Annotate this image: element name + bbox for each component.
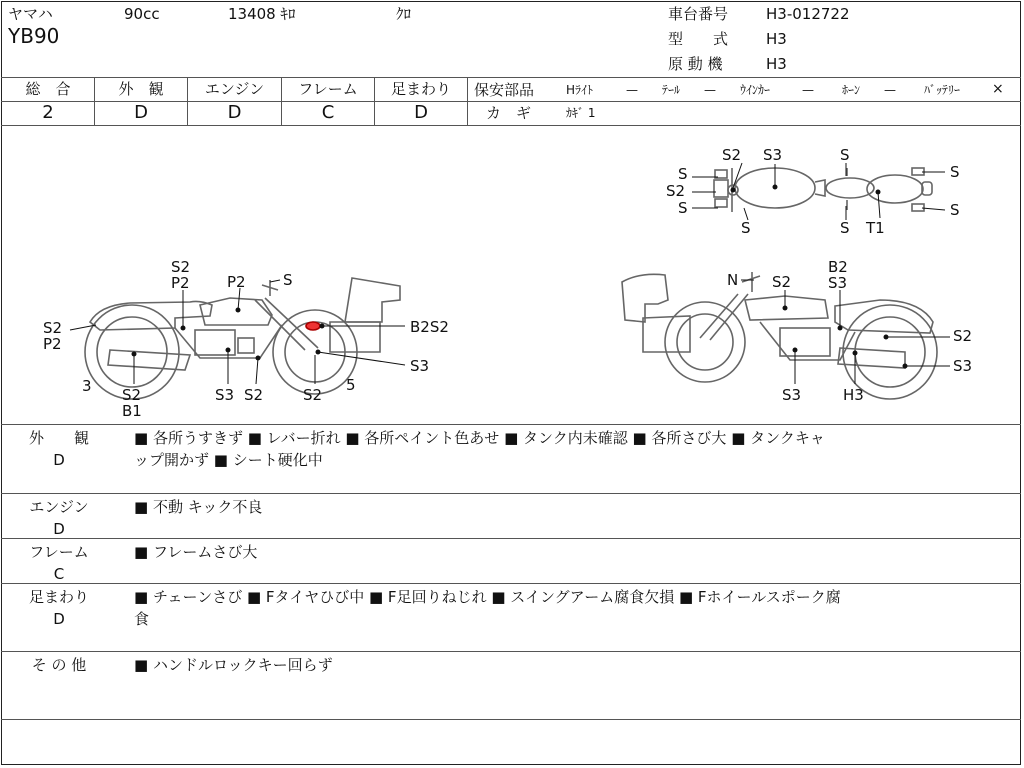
- note-label-engine: エンジン: [29, 498, 89, 516]
- model-name: YB90: [8, 24, 60, 48]
- top-mark: S3: [763, 146, 783, 164]
- note-text-other: [134, 654, 1004, 676]
- type-value: H3: [766, 30, 787, 48]
- left-mark: S2: [171, 258, 191, 276]
- right-side-bike: [622, 272, 937, 399]
- note-line: ■ 各所うすきず ■ レバー折れ ■ 各所ペイント色あせ ■ タンク内未確認 ■ 各所さび大 ■ タンクキャ: [134, 429, 825, 447]
- right-mark: B2: [828, 258, 848, 276]
- top-mark: S: [840, 146, 850, 164]
- engine-label: 原 動 機: [668, 55, 723, 73]
- top-mark: S: [678, 165, 688, 183]
- note-grade-suspension: D: [53, 610, 65, 628]
- note-label-other: そ の 他: [31, 656, 87, 674]
- safety-item-horn: ﾎｰﾝ: [842, 83, 861, 97]
- divider: [1, 651, 1021, 652]
- leader-lines: [70, 163, 950, 384]
- note-grade-exterior: D: [53, 451, 65, 469]
- displacement: 90cc: [124, 5, 160, 23]
- note-line: ■ 不動 キック不良: [134, 498, 263, 516]
- note-label-suspension: 足まわり: [28, 588, 89, 606]
- top-mark: S: [741, 219, 751, 237]
- divider: [1, 538, 1021, 539]
- engine-value: H3: [766, 55, 787, 73]
- left-mark: 3: [82, 377, 92, 395]
- left-mark: S2: [43, 319, 63, 337]
- safety-value-tail: —: [704, 83, 716, 97]
- mileage: 13408 ｷﾛ: [228, 5, 296, 23]
- right-mark: H3: [843, 386, 864, 404]
- left-mark: S2: [303, 386, 323, 404]
- top-mark: T1: [866, 219, 885, 237]
- note-line: ップ開かず ■ シート硬化中: [134, 451, 323, 469]
- safety-value-battery: ×: [992, 81, 1004, 97]
- note-line: 食: [134, 610, 150, 628]
- divider: [1, 424, 1021, 425]
- grade-header-frame: フレーム: [298, 80, 358, 98]
- note-text-engine: [134, 496, 1004, 518]
- divider: [1, 583, 1021, 584]
- grade-engine: D: [227, 102, 242, 123]
- safety-item-battery: ﾊﾞｯﾃﾘｰ: [924, 83, 961, 97]
- leader-dots: [132, 182, 908, 369]
- top-mark: S2: [666, 182, 686, 200]
- left-mark: S: [283, 271, 293, 289]
- divider: [1, 719, 1021, 720]
- right-mark: S3: [953, 357, 973, 375]
- grade-header-exterior: 外 観: [118, 80, 164, 98]
- maker: ヤマハ: [8, 5, 53, 23]
- divider: [1, 493, 1021, 494]
- right-mark: N: [727, 271, 739, 289]
- top-mark: S: [950, 163, 960, 181]
- safety-item-winker: ｳｲﾝｶｰ: [740, 83, 771, 97]
- left-mark: 5: [346, 376, 356, 394]
- note-line: ■ チェーンさび ■ Fタイヤひび中 ■ F足回りねじれ ■ スイングアーム腐食欠損 ■ Fホイールスポーク腐: [134, 588, 841, 606]
- note-text-frame: [134, 541, 1004, 563]
- top-mark: S2: [722, 146, 742, 164]
- right-mark: S3: [828, 274, 848, 292]
- left-mark: B1: [122, 402, 142, 420]
- right-mark: S3: [782, 386, 802, 404]
- key-value: ｶｷﾞ 1: [566, 106, 596, 120]
- frame-no-label: 車台番号: [668, 5, 729, 23]
- left-mark: S2: [122, 386, 142, 404]
- safety-item-headlight: Hﾗｲﾄ: [566, 83, 594, 97]
- note-label-frame: フレーム: [29, 543, 89, 561]
- type-label: 型 式: [668, 30, 729, 48]
- left-mark: S3: [410, 357, 430, 375]
- top-view-bike: [714, 168, 932, 212]
- note-grade-frame: C: [53, 565, 65, 583]
- left-mark: S2: [244, 386, 264, 404]
- top-mark: S: [678, 199, 688, 217]
- top-mark: S: [950, 201, 960, 219]
- grade-frame: C: [321, 102, 335, 123]
- key-label: カ ギ: [486, 104, 532, 122]
- left-mark: P2: [43, 335, 62, 353]
- left-mark: P2: [171, 274, 190, 292]
- safety-value-winker: —: [802, 83, 814, 97]
- note-grade-engine: D: [53, 520, 65, 538]
- right-mark: S2: [953, 327, 973, 345]
- color: ｸﾛ: [396, 5, 412, 23]
- grade-header-suspension: 足まわり: [390, 80, 451, 98]
- safety-label: 保安部品: [474, 81, 535, 99]
- note-label-exterior: 外 観: [28, 429, 89, 447]
- note-line: ■ ハンドルロックキー回らず: [134, 656, 333, 674]
- frame-no-value: H3-012722: [766, 5, 850, 23]
- note-text-suspension: [134, 586, 1004, 630]
- grade-overall: 2: [42, 102, 54, 123]
- safety-item-tail: ﾃｰﾙ: [662, 83, 681, 97]
- right-mark: S2: [772, 273, 792, 291]
- note-text-exterior: [134, 427, 1004, 471]
- grade-exterior: D: [134, 102, 148, 123]
- grade-header-engine: エンジン: [204, 80, 265, 98]
- left-mark: P2: [227, 273, 246, 291]
- safety-value-headlight: —: [626, 83, 638, 97]
- safety-value-horn: —: [884, 83, 896, 97]
- left-mark: S3: [215, 386, 235, 404]
- top-mark: S: [840, 219, 850, 237]
- left-mark: B2S2: [410, 318, 449, 336]
- note-line: ■ フレームさび大: [134, 543, 258, 561]
- grade-suspension: D: [414, 102, 428, 123]
- grade-header-overall: 総 合: [25, 80, 71, 98]
